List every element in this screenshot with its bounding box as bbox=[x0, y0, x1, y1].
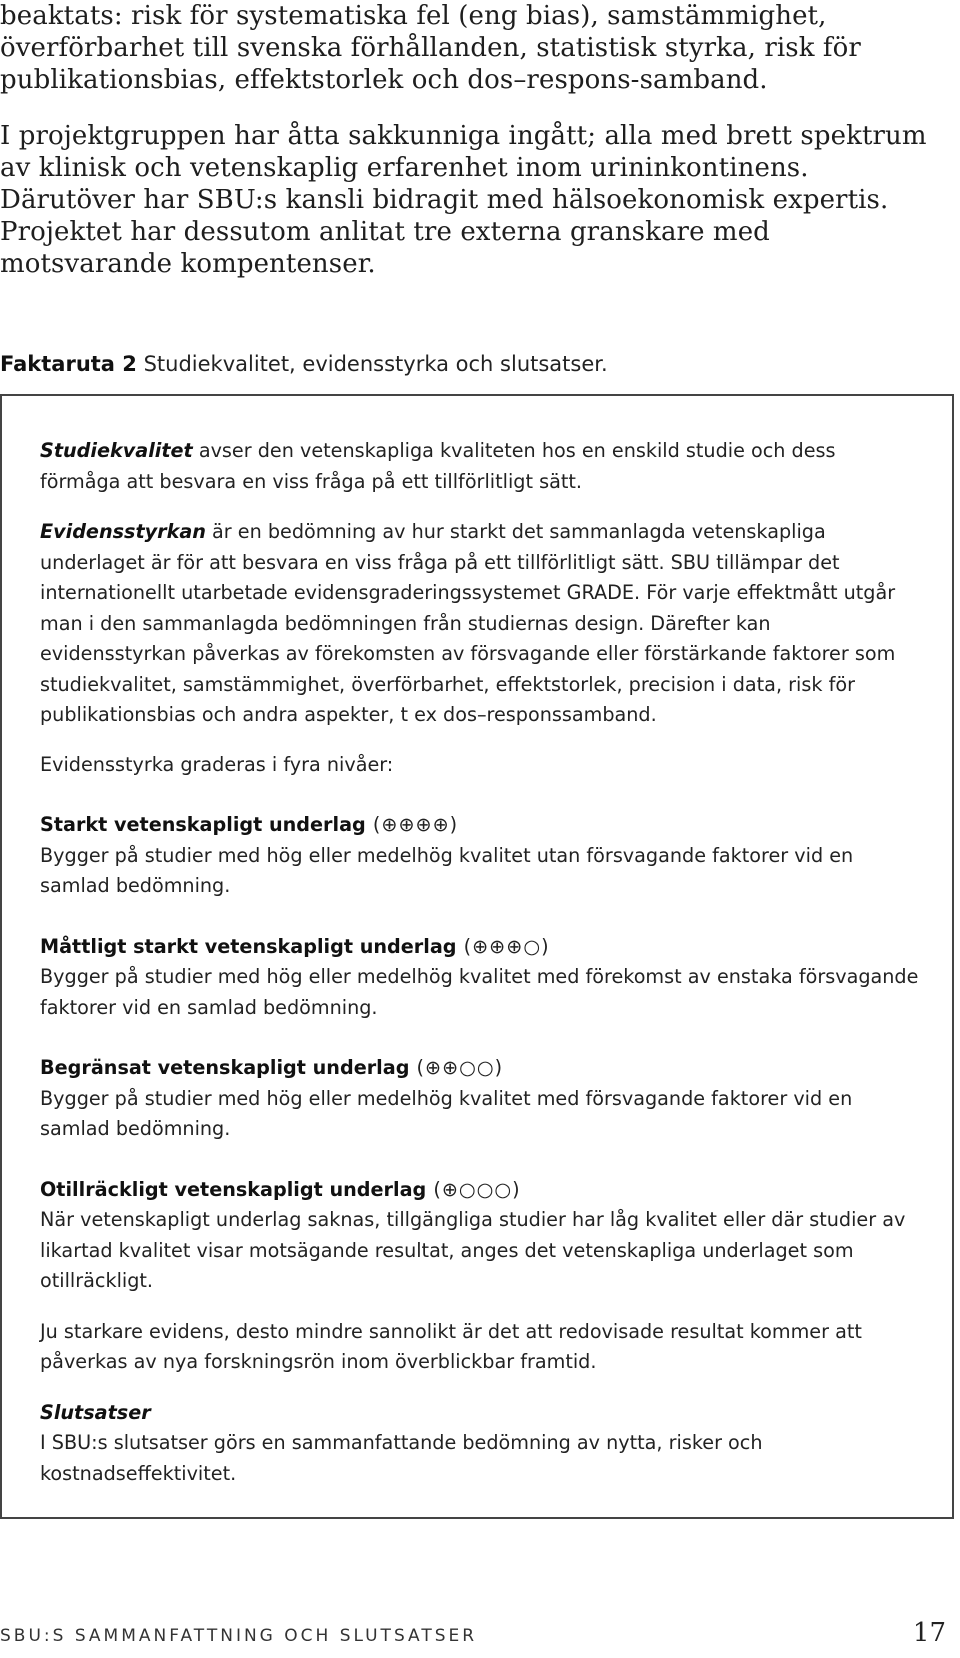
intro-paragraph-2: I projektgruppen har åtta sakkunniga ingått; alla med brett spektrum av klinisk och vetenskaplig erfarenhet inom urininkontinens. Därutöver har SBU:s kansli bidragit med hälsoekonomisk expertis. Projektet har dessutom anlitat tre externa granskare med motsvarande kompentenser. bbox=[0, 121, 927, 279]
slutsatser-term: Slutsatser bbox=[40, 1400, 151, 1424]
studiekvalitet-term: Studiekvalitet bbox=[40, 439, 193, 462]
page-footer bbox=[0, 1618, 946, 1650]
level-limited-title: Begränsat vetenskapligt underlag bbox=[40, 1056, 410, 1079]
level-limited-symbols: (⊕⊕○○) bbox=[409, 1056, 504, 1079]
evidensstyrkan-text: är en bedömning av hur starkt det sammanlagda vetenskapliga underlaget är för att besvara en viss fråga på ett tillförlitligt sätt. SBU tillämpar det internationellt utarbetade evidensgraderingssystemet GRADE. För varje effektmått utgår man i den sammanlagda bedömningen från studiernas design. Därefter kan evidensstyrkan påverkas av förekomsten av försvagande eller förstärkande faktorer som studiekvalitet, samstämmighet, överförbarhet, effektstorlek, precision i data, risk för publikationsbias och andra aspekter, t ex dos–responssamband. bbox=[40, 520, 896, 726]
level-strong-text: Bygger på studier med hög eller medelhög kvalitet utan försvagande faktorer vid en samlad bedömning. bbox=[40, 843, 854, 897]
level-insufficient bbox=[40, 1175, 922, 1297]
evidensstyrkan-term: Evidensstyrkan bbox=[40, 520, 206, 543]
fact-box-caption-text: Studiekvalitet, evidensstyrka och slutsatser. bbox=[136, 352, 608, 376]
running-title: SBU:S SAMMANFATTNING OCH SLUTSATSER bbox=[0, 1626, 478, 1646]
level-strong bbox=[40, 810, 922, 902]
fact-box-label: Faktaruta 2 bbox=[0, 352, 137, 376]
slutsatser-text: I SBU:s slutsatser görs en sammanfattande bedömning av nytta, risker och kostnadseffektivitet. bbox=[40, 1431, 763, 1485]
studiekvalitet-paragraph bbox=[40, 436, 922, 497]
studiekvalitet-text: avser den vetenskapliga kvaliteten hos en enskild studie och dess förmåga att besvara en viss fråga på ett tillförlitligt sätt. bbox=[40, 439, 836, 493]
level-limited bbox=[40, 1053, 922, 1145]
page-number: 17 bbox=[912, 1618, 946, 1648]
level-moderate-title: Måttligt starkt vetenskapligt underlag bbox=[40, 934, 457, 958]
level-strong-title: Starkt vetenskapligt underlag bbox=[40, 813, 366, 836]
level-moderate-symbols: (⊕⊕⊕○) bbox=[456, 934, 550, 958]
evidensstyrkan-paragraph bbox=[40, 517, 922, 731]
slutsatser-section bbox=[40, 1398, 922, 1490]
levels-intro: Evidensstyrka graderas i fyra nivåer: bbox=[40, 752, 394, 776]
closing-paragraph: Ju starkare evidens, desto mindre sannolikt är det att redovisade resultat kommer att påverkas av nya forskningsrön inom överblickbar framtid. bbox=[40, 1319, 862, 1373]
intro-text bbox=[0, 0, 945, 280]
level-moderate-text: Bygger på studier med hög eller medelhög kvalitet med förekomst av enstaka försvagande faktorer vid en samlad bedömning. bbox=[40, 965, 919, 1019]
fact-box-caption bbox=[0, 350, 608, 378]
level-insufficient-title: Otillräckligt vetenskapligt underlag bbox=[40, 1177, 427, 1201]
level-moderate bbox=[40, 932, 922, 1024]
intro-paragraph-1: beaktats: risk för systematiska fel (eng bias), samstämmighet, överförbarhet till svenska förhållanden, statistisk styrka, risk för publikationsbias, effektstorlek och dos–respons-samband. bbox=[0, 1, 861, 95]
level-strong-symbols: (⊕⊕⊕⊕) bbox=[365, 813, 459, 836]
level-insufficient-text: När vetenskapligt underlag saknas, tillgängliga studier har låg kvalitet eller där studier av likartad kvalitet visar motsägande resultat, anges det vetenskapliga underlaget som otillräckligt. bbox=[40, 1208, 906, 1292]
level-insufficient-symbols: (⊕○○○) bbox=[426, 1177, 521, 1201]
level-limited-text: Bygger på studier med hög eller medelhög kvalitet med försvagande faktorer vid en samlad bedömning. bbox=[40, 1086, 853, 1140]
fact-box bbox=[0, 394, 954, 1519]
